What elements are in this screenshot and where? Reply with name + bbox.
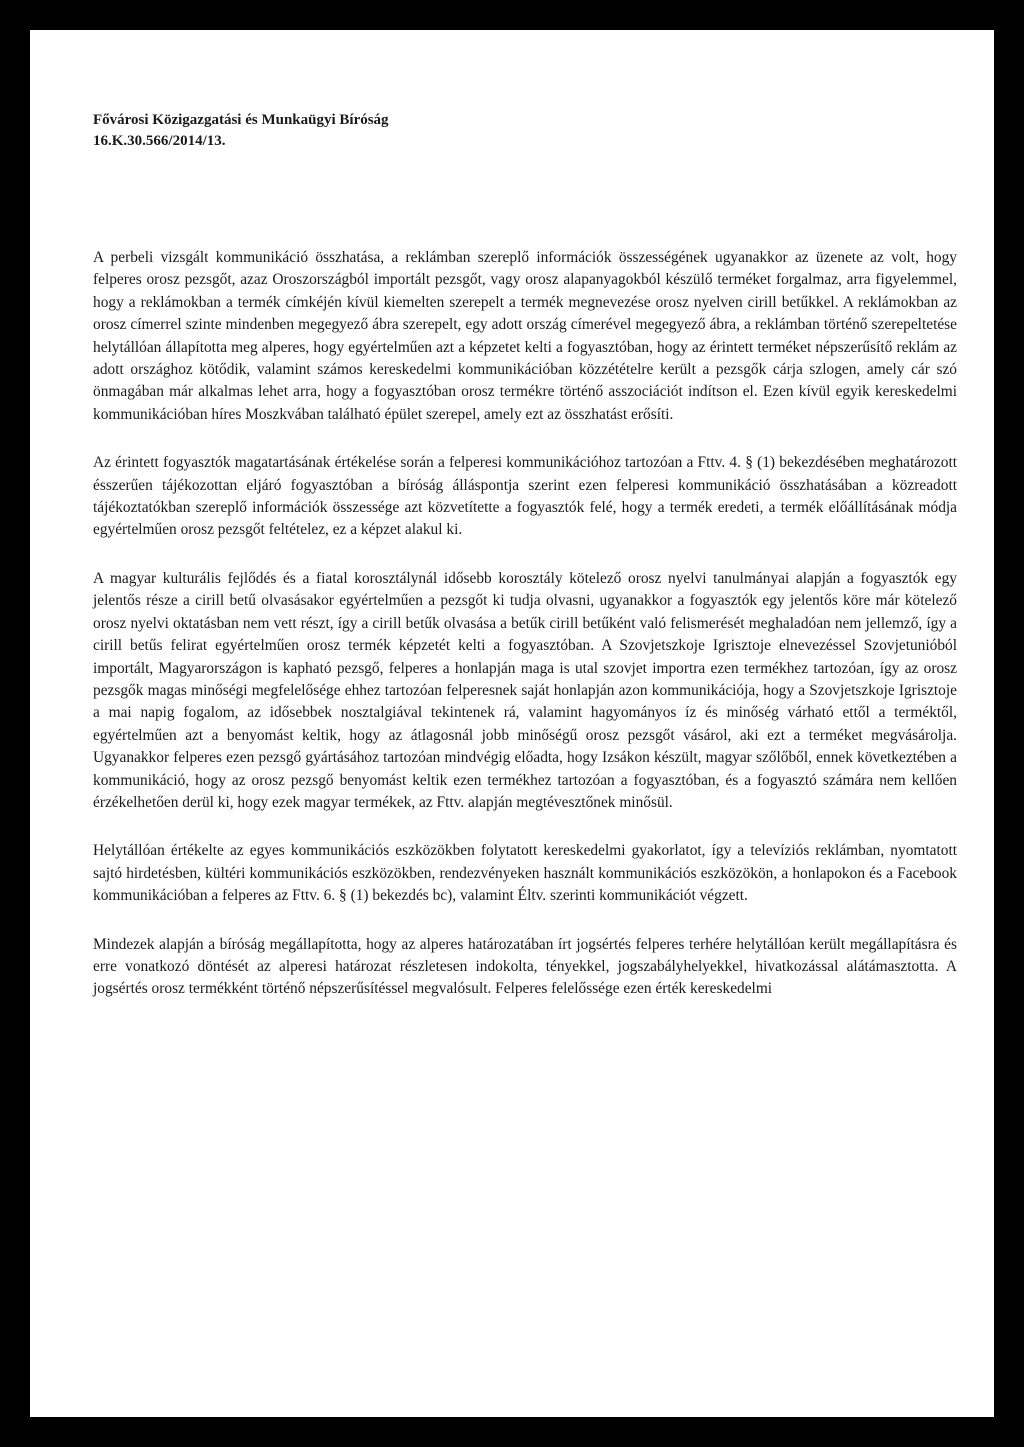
paragraph: Mindezek alapján a bíróság megállapította, hogy az alperes határozatában írt jogsértés felperes terhére helytállóan került megállapításra és erre vonatkozó döntését az alperesi határozat részletesen indokolta, tényekkel, jogszabályhelyekkel, hivatkozással alátámasztotta. A jogsértés orosz termékként történő népszerűsítéssel megvalósult. Felperes felelőssége ezen érték kereskedelmi bbox=[93, 935, 957, 998]
paragraph: A perbeli vizsgált kommunikáció összhatása, a reklámban szereplő információk összességének ugyanakkor az üzenete az volt, hogy felperes orosz pezsgőt, azaz Oroszországból importált pezsgőt, vagy orosz alapanyagokból készülő terméket forgalmaz, arra figyelemmel, hogy a reklámokban a termék címkéjén kívül kiemelten szerepelt a termék megnevezése orosz nyelven cirill betűkkel. A reklámokban az orosz címerrel szinte mindenben megegyező ábra szerepelt, egy adott ország címerével megegyező ábra, a reklámban történő szerepeltetése helytállóan állapította meg alperes, hogy egyértelműen azt a képzetet kelti a fogyasztóban, hogy az érintett terméket népszerűsítő reklám az adott országhoz kötődik, valamint számos kereskedelmi kommunikációban közzétételre került a pezsgők cárja szlogen, amely cár szó önmagában már alkalmas lehet arra, hogy a fogyasztóban orosz termékre történő asszociációt indítson el. Ezen kívül egyik kereskedelmi kommunikációban híres Moszkvában található épület szerepel, amely ezt az összhatást erősíti. bbox=[93, 249, 957, 423]
document-content bbox=[93, 110, 957, 1001]
document-page bbox=[30, 30, 994, 1417]
paragraph: Helytállóan értékelte az egyes kommunikációs eszközökben folytatott kereskedelmi gyakorlatot, így a televíziós reklámban, nyomtatott sajtó hirdetésben, kültéri kommunikációs eszközökben, rendezvényeken használt kommunikációs eszközökön, a honlapokon és a Facebook kommunikációban a felperes az Fttv. 6. § (1) bekezdés bc), valamint Éltv. szerinti kommunikációt végzett. bbox=[93, 842, 957, 905]
court-name: Fővárosi Közigazgatási és Munkaügyi Bíróság bbox=[93, 112, 389, 128]
paragraph: Az érintett fogyasztók magatartásának értékelése során a felperesi kommunikációhoz tartozóan a Fttv. 4. § (1) bekezdésében meghatározott ésszerűen tájékozottan eljáró fogyasztóban a bíróság álláspontja szerint ezen felperesi kommunikáció összhatásában a közreadott tájékoztatókban szereplő információk összessége azt közvetítette a fogyasztók felé, hogy a termék eredeti, a termék előállításának módja egyértelműen orosz pezsgőt feltételez, ez a képzet alakul ki. bbox=[93, 454, 957, 539]
case-number: 16.K.30.566/2014/13. bbox=[93, 133, 226, 149]
paragraph: A magyar kulturális fejlődés és a fiatal korosztálynál idősebb korosztály kötelező orosz nyelvi tanulmányai alapján a fogyasztók egy jelentős része a cirill betű olvasásakor egyértelműen a pezsgőt ki tudja olvasni, ugyanakkor a fogyasztók egy jelentős köre már kötelező orosz nyelvi oktatásban nem vett részt, így a cirill betűk olvasása a betűk cirill betűként való felismerését meghaladóan nem jellemző, így a cirill betűs felirat egyértelműen orosz termék képzetét kelti a fogyasztóban. A Szovjetszkoje Igrisztoje elnevezéssel Szovjetunióból importált, Magyarországon is kapható pezsgő, felperes a honlapján maga is utal szovjet importra ezen termékhez tartozóan, így az orosz pezsgők magas minőségi megfelelősége ehhez tartozóan felperesnek saját honlapján azon kommunikációja, hogy a Szovjetszkoje Igrisztoje a mai napig fogalom, az idősebbek nosztalgiával tekintenek rá, valamint hagyományos íz és minőség várható ettől a terméktől, egyértelműen azt a benyomást keltik, hogy az átlagosnál jobb minőségű orosz pezsgőt vásárol, aki ezt a terméket megvásárolja. Ugyanakkor felperes ezen pezsgő gyártásához tartozóan mindvégig előadta, hogy Izsákon készült, magyar szőlőből, ennek következtében a kommunikáció, hogy az orosz pezsgő benyomást keltik ezen termékhez tartozóan a fogyasztóban, és a fogyasztó számára nem kellően érzékelhetően derül ki, hogy ezek magyar termékek, az Fttv. alapján megtévesztőnek minősül. bbox=[93, 569, 957, 811]
